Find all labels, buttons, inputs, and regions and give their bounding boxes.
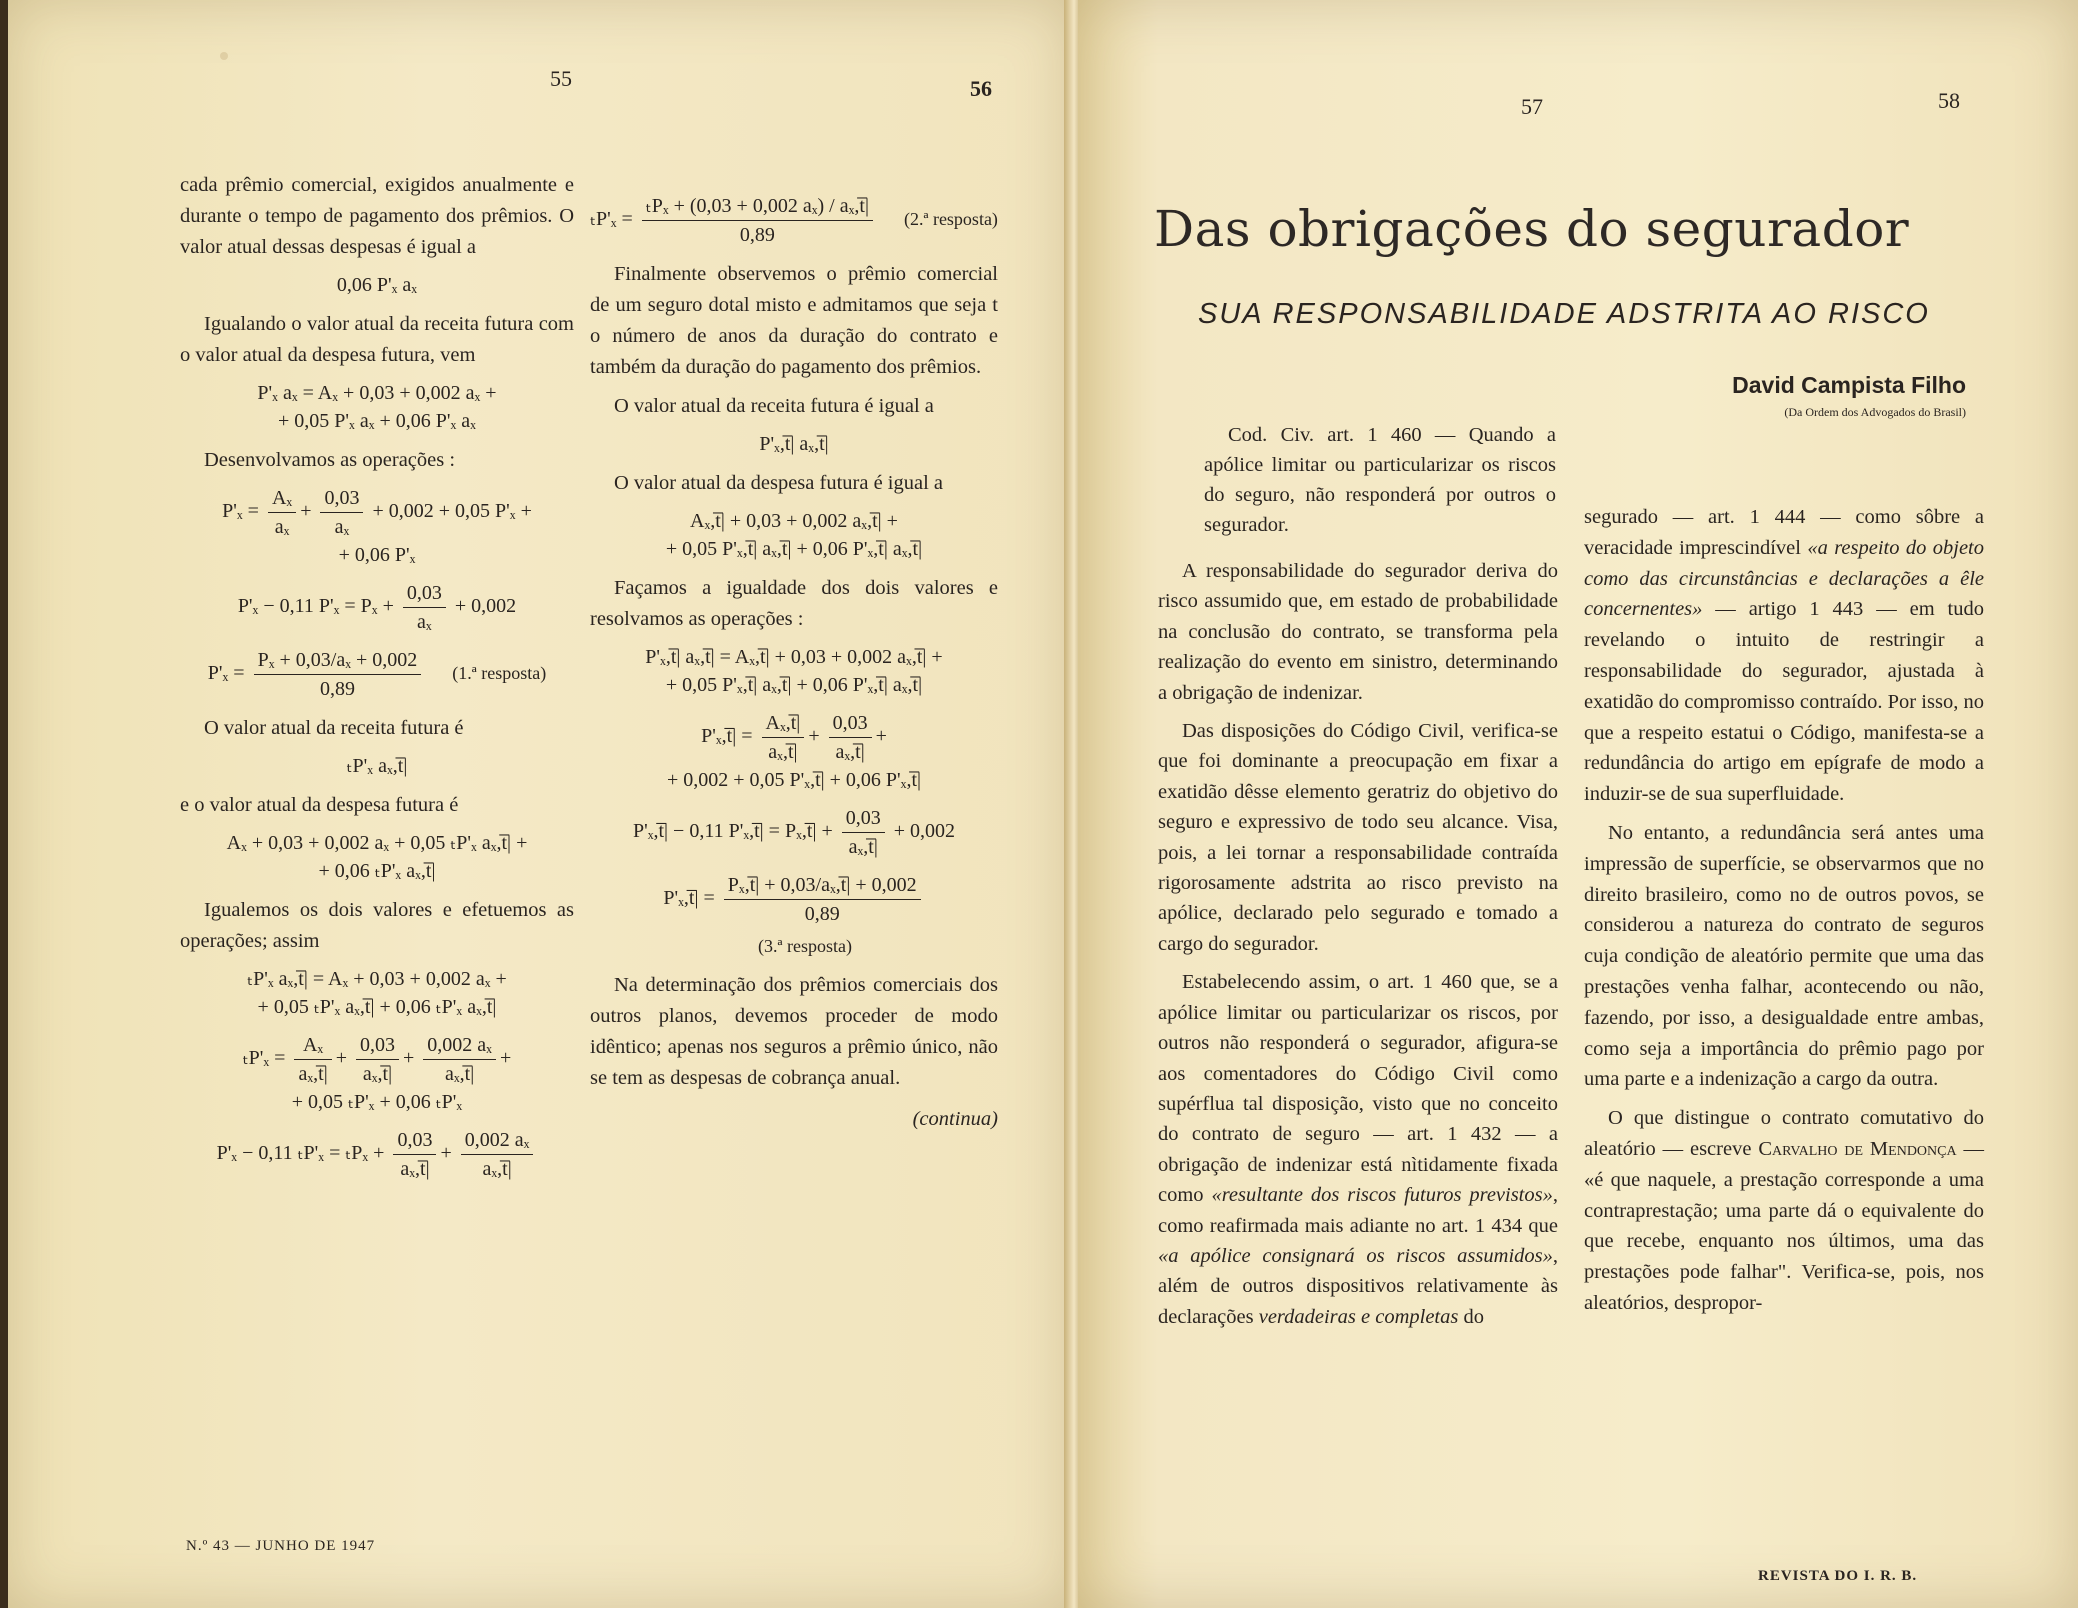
paragraph: Façamos a igualdade dos dois valores e resolvamos as operações : [590,577,998,630]
fraction [461,1126,534,1183]
fraction [254,646,422,703]
formula [180,379,574,435]
fraction [393,1126,436,1183]
formula-line: + 0,05 ₜP'ₓ + 0,06 ₜP'ₓ [291,1091,463,1113]
left-column-2 [590,186,998,1135]
formula [590,804,998,861]
numerator: Pₓ,t̅| + 0,03/aₓ,t̅| + 0,002 [724,871,921,900]
formula [180,965,574,1021]
denominator: aₓ [274,516,290,538]
right-footer: REVISTA DO I. R. B. [1758,1568,1918,1584]
formula [590,643,998,699]
formula-line: + 0,06 ₜP'ₓ aₓ,t̅| [318,860,436,882]
formula-part: P'ₓ = [222,500,259,523]
epigraph-text: Cod. Civ. art. 1 460 — Quando a apólice limitar ou particularizar os riscos do seguro, não responderá por outros o segurador. [1204,424,1556,536]
formula-part: P'ₓ,t̅| = [663,887,715,910]
formula [590,192,998,249]
page-number-56: 56 [970,76,992,101]
denominator: aₓ,t̅| [400,1158,430,1180]
paragraph: Finalmente observemos o prêmio comercial de um seguro dotal misto e admitamos que seja t o número de anos da duração do contrato e também da duração do pagamento dos prêmios. [590,263,998,378]
formula-part: ₜP'ₓ = [242,1047,286,1070]
fraction [403,579,446,636]
paragraph [1584,1103,1984,1319]
emphasis: verdadeiras e completas [1258,1305,1459,1328]
formula-line: Aₓ + 0,03 + 0,002 aₓ + 0,05 ₜP'ₓ aₓ,t̅| + [226,832,528,854]
denominator: aₓ,t̅| [482,1158,512,1180]
quote: «a respeito do objeto como das circunstâncias e declarações a êle concernentes» [1584,536,1984,621]
page-number-55: 55 [550,66,572,91]
article-title: Das obrigações do segurador [1154,200,1910,258]
formula-line: + 0,06 P'ₓ [338,544,416,566]
text-run: do [1458,1305,1484,1328]
fraction [829,709,872,766]
formula: ₜP'ₓ aₓ,t̅| [346,755,408,777]
epigraph [1204,420,1556,540]
paragraph: O valor atual da receita futura é [204,717,464,739]
formula-line: + 0,002 + 0,05 P'ₓ,t̅| + 0,06 P'ₓ,t̅| [666,769,921,791]
formula-part: P'ₓ,t̅| − 0,11 P'ₓ,t̅| = Pₓ,t̅| + [632,820,833,843]
left-footer: N.º 43 — JUNHO DE 1947 [186,1538,376,1554]
author-block [1732,372,1966,420]
numerator: 0,03 [393,1126,436,1155]
author-citation: Carvalho de Mendonça [1758,1137,1957,1160]
formula [180,579,574,636]
formula-line: + 0,05 ₜP'ₓ aₓ,t̅| + 0,06 ₜP'ₓ aₓ,t̅| [257,996,497,1018]
fraction [842,804,885,861]
paragraph: A responsabilidade do segurador deriva do risco assumido que, em estado de probabilidade na conclusão do contrato, se transforma pela realização do evento em sinistro, determinando a obrigação de indenizar. [1158,560,1558,704]
fraction [724,871,921,928]
paragraph: O valor atual da despesa futura é igual a [614,472,944,494]
paragraph [1584,502,1984,810]
formula-part: P'ₓ,t̅| = [701,725,753,748]
stain-mark [220,52,228,60]
formula: P'ₓ − 0,11 ₜP'ₓ = ₜPₓ + $\frac{0,03}{\text{aₓ,t̅|}}$ + $\frac{\text{0,002 aₓ}}{\text{aₓ,t̅|}}$ [180,1126,574,1183]
paragraph: No entanto, a redundância será antes uma impressão de superfície, se observarmos que no direito brasileiro, como no de outros povos, se considerou a natureza do contrato de seguros cuja condição de aleatório permite que uma das prestações venha falhar, acontecendo ou não, fazendo, por isso, a desigualdade entre ambas, como seja a importância do prêmio pago por uma parte e a indenização a cargo da outra. [1584,821,1984,1091]
numerator: ₜPₓ + (0,03 + 0,002 aₓ) / aₓ,t̅| [642,192,873,221]
formula-part: + 0,002 + 0,05 P'ₓ + [372,500,532,523]
formula-line: + 0,05 P'ₓ,t̅| aₓ,t̅| + 0,06 P'ₓ,t̅| aₓ,t̅| [665,538,923,560]
fraction [356,1031,399,1088]
author-affiliation: (Da Ordem dos Advogados do Brasil) [1784,405,1966,419]
denominator: aₓ,t̅| [768,741,798,763]
denominator: aₓ [417,611,432,633]
numerator: 0,03 [356,1031,399,1060]
formula [180,646,574,703]
text-run: , como reafirmada mais adiante no art. 1 434 que [1158,1184,1558,1237]
formula-part: P'ₓ − 0,11 ₜP'ₓ = ₜPₓ + [216,1142,385,1165]
left-page [8,0,1073,1608]
fraction [423,1031,496,1088]
text-run: — «é que naquele, a prestação corresponde a uma contraprestação; uma parte dá o equivalente do que recebe, enquanto nos últimos, uma das prestações pode falhar". Verifica-se, pois, nos aleatórios, despropor- [1584,1137,1984,1314]
quote: «a apólice consignará os riscos assumidos» [1158,1244,1553,1267]
text-run: , além de outros dispositivos relativamente às declarações [1158,1244,1558,1328]
formula-part: + 0,002 [893,820,956,843]
formula-line: P'ₓ,t̅| aₓ,t̅| = Aₓ,t̅| + 0,03 + 0,002 aₓ,t̅| + [645,646,943,668]
denominator: 0,89 [739,224,775,246]
right-column-1 [1158,556,1558,1340]
formula: ₜP'ₓ = $\frac{\text{Aₓ}}{\text{aₓ,t̅|}}$ + $\frac{0,03}{\text{aₓ,t̅|}}$ + $\frac{\text{0,002 aₓ}}{\text{aₓ,t̅|}}$ + + 0,05 ₜP'ₓ + 0,06 ₜP'ₓ [180,1031,574,1116]
author-name: David Campista Filho [1732,372,1966,398]
formula-part: P'ₓ = [207,662,245,685]
right-column-2 [1584,502,1984,1327]
fraction [642,192,873,249]
text-run: O que distingue o contrato comutativo do aleatório — escreve [1584,1107,1984,1160]
fraction [320,484,363,541]
numerator: 0,03 [829,709,872,738]
denominator: aₓ,t̅| [445,1063,475,1085]
numerator: 0,002 aₓ [461,1126,534,1155]
numerator: 0,03 [403,579,446,608]
paragraph: Desenvolvamos as operações : [204,449,456,471]
text-run: — artigo 1 443 — em tudo revelando o intuito de restringir a responsabilidade do segurador, ajustada à exatidão do compromisso contraído. Por isso, no que a respeito estatui o Código, manifesta-se a redundância do artigo em epígrafe de modo a induzir-se de sua superfluidade. [1584,598,1984,806]
denominator: 0,89 [804,903,840,925]
text-run: segurado — art. 1 444 — como sôbre a veracidade imprescindível [1584,506,1984,559]
paragraph: Igualemos os dois valores e efetuemos as operações; assim [180,899,574,952]
formula-line: P'ₓ aₓ = Aₓ + 0,03 + 0,002 aₓ + [257,382,497,404]
text-run: Estabelecendo assim, o art. 1 460 que, se a apólice limitar ou particularizar os riscos, por outros não responderá o segurador, afigura-se aos comentadores do Código Civil como supérflua tal disposição, visto que no conceito do contrato de seguro — art. 1 432 — a obrigação de indenizar está nìtidamente fixada como [1158,971,1558,1207]
fraction [762,709,805,766]
page-number-57: 57 [1521,94,1543,119]
formula: P'ₓ = $\frac{\text{Aₓ}}{\text{aₓ}}$ + $\frac{0,03}{\text{aₓ}}$ + 0,002 + 0,05 P'ₓ + + 0,06 P'ₓ [180,484,574,569]
formula-line: + 0,05 P'ₓ,t̅| aₓ,t̅| + 0,06 P'ₓ,t̅| aₓ,t̅| [665,674,923,696]
article-subtitle: SUA RESPONSABILIDADE ADSTRITA AO RISCO [1198,298,1930,330]
denominator: aₓ,t̅| [362,1063,393,1085]
denominator: aₓ,t̅| [835,741,865,763]
formula: P'ₓ,t̅| = $\frac{\text{Aₓ,t̅|}}{\text{aₓ,t̅|}}$ + $\frac{0,03}{\text{aₓ,t̅|}}$ + + 0,002 + 0,05 P'ₓ,t̅| + 0,06 P'ₓ,t̅| [590,709,998,794]
paragraph: O valor atual da receita futura é igual a [614,395,934,417]
left-column-1 [180,170,574,1193]
formula: P'ₓ,t̅| aₓ,t̅| [759,433,829,455]
denominator: aₓ [334,516,350,538]
denominator: aₓ,t̅| [848,836,878,858]
formula-line: ₜP'ₓ aₓ,t̅| = Aₓ + 0,03 + 0,002 aₓ + [247,968,507,990]
denominator: 0,89 [319,678,355,700]
paragraph: Na determinação dos prêmios comerciais dos outros planos, devemos proceder de modo idêntico; apenas nos seguros a prêmio único, não se tem as despesas de cobrança anual. [590,974,998,1089]
numerator: Aₓ,t̅| [762,709,805,738]
answer-tag: (1.ª resposta) [452,663,547,684]
denominator: aₓ,t̅| [298,1063,328,1085]
paragraph: Das disposições do Código Civil, verifica-se que foi dominante a preocupação em fixar a exatidão dêsse elemento geratriz do objetivo do seguro e expressivo de todo seu alcance. Visa, pois, a lei tornar a responsabilidade contraída rigorosamente adstrita ao risco previsto na apólice, declarado pelo segurado e tomado a cargo do segurador. [1158,720,1558,955]
formula [180,829,574,885]
formula [590,871,998,960]
formula-part: P'ₓ − 0,11 P'ₓ = Pₓ + [237,595,394,618]
paragraph: Igualando o valor atual da receita futura com o valor atual da despesa futura, vem [180,313,574,366]
numerator: Aₓ [294,1031,331,1060]
paragraph [1158,967,1558,1332]
formula-line: + 0,05 P'ₓ aₓ + 0,06 P'ₓ aₓ [278,410,476,432]
paragraph: cada prêmio comercial, exigidos anualmente e durante o tempo de pagamento dos prêmios. O valor atual dessas despesas é igual a [180,174,574,258]
numerator: 0,002 aₓ [423,1031,496,1060]
fraction [268,484,296,541]
formula-part: ₜP'ₓ = [590,208,633,231]
paragraph: e o valor atual da despesa futura é [180,794,459,816]
formula-part: + 0,002 [454,595,517,618]
numerator: 0,03 [842,804,885,833]
continua-label: (continua) [912,1108,998,1130]
formula-line: Aₓ,t̅| + 0,03 + 0,002 aₓ,t̅| + [690,510,898,532]
quote: «resultante dos riscos futuros previstos» [1211,1184,1553,1207]
answer-tag: (2.ª resposta) [903,209,998,230]
formula: 0,06 P'ₓ aₓ [336,274,418,296]
answer-tag: (3.ª resposta) [758,936,852,956]
numerator: Pₓ + 0,03/aₓ + 0,002 [254,646,422,675]
numerator: Aₓ [268,484,296,513]
formula [590,507,998,563]
fraction [294,1031,331,1088]
page-number-58: 58 [1938,88,1960,113]
numerator: 0,03 [320,484,363,513]
